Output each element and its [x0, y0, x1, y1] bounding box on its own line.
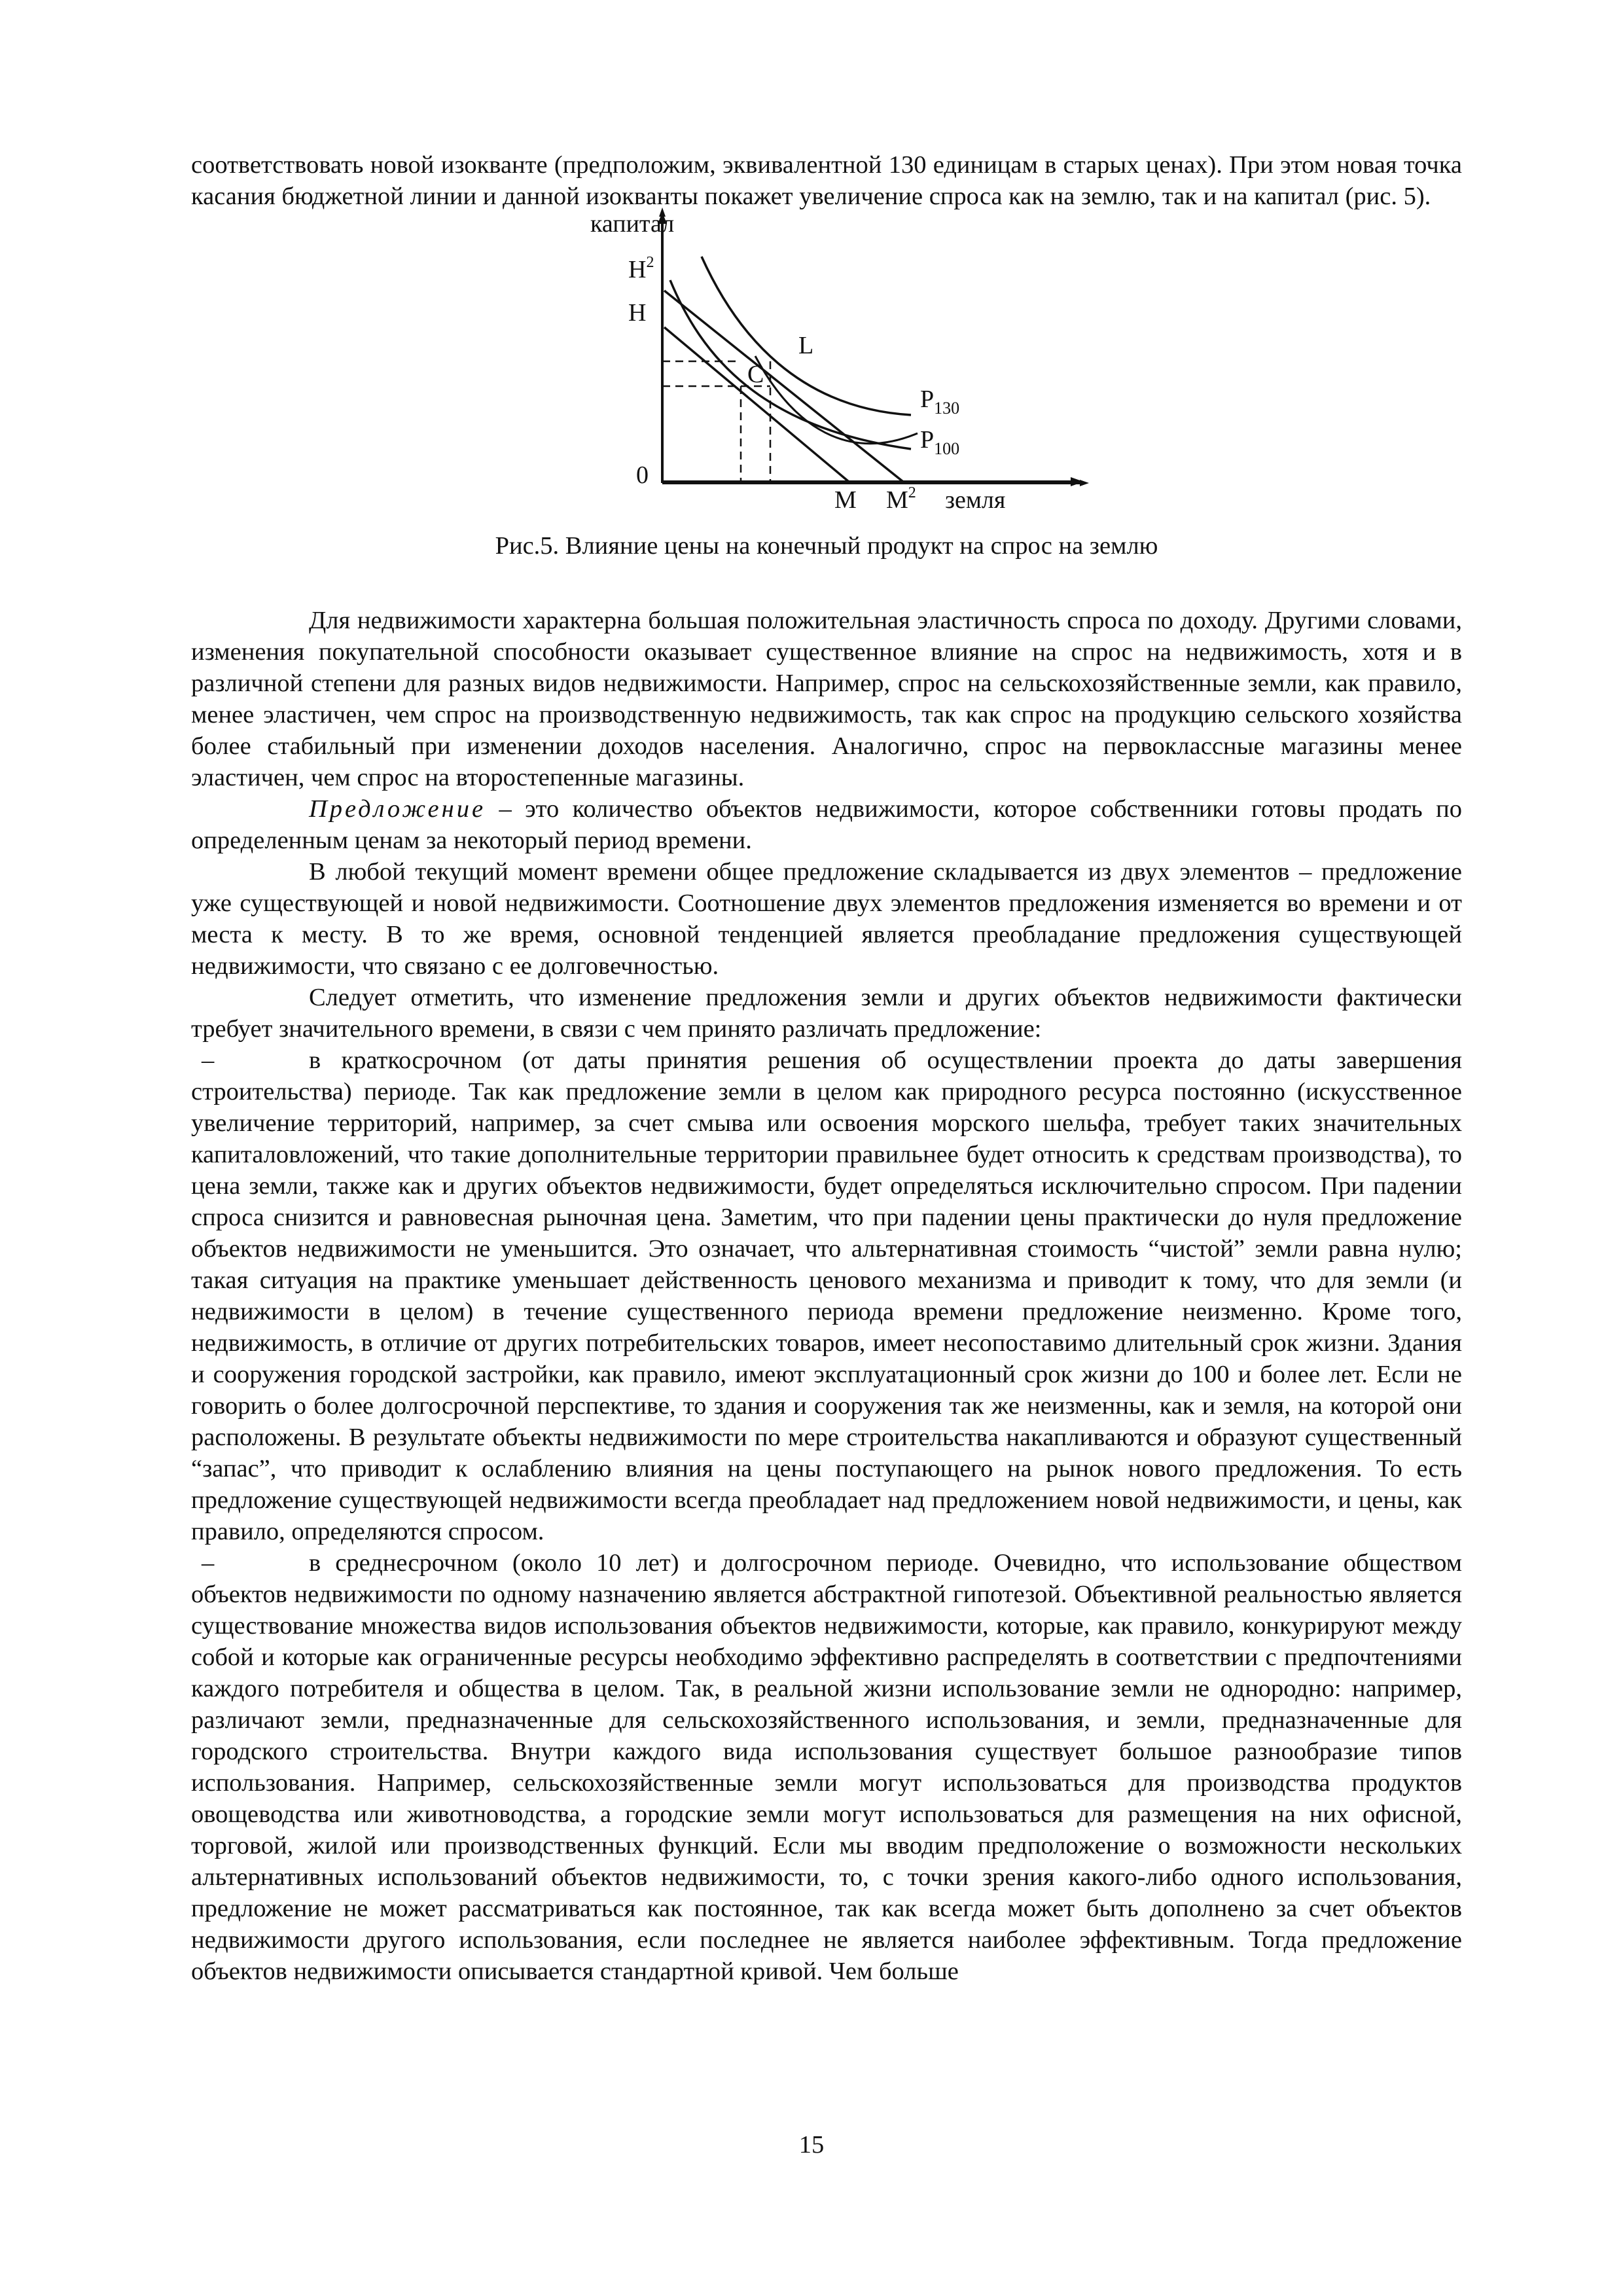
paragraph: Для недвижимости характерна большая положительная эластичность спроса по доходу. Другими словами, изменения покупательной способности оказывает существенное влияние на спрос на недвижимость, хотя и в различной степени для разных видов недвижимости. Например, спрос на сельскохозяйственные земли, как правило, менее эластичен, чем спрос на производственную недвижимость, так как спрос на продукцию сельского хозяйства более стабильный при изменении доходов населения. Аналогично, спрос на первоклассные магазины менее эластичен, чем спрос на второстепенные магазины.: [191, 607, 1462, 791]
list-item: [191, 1547, 1462, 1987]
isoquant-100: [670, 280, 911, 449]
list-item-text: в среднесрочном (около 10 лет) и долгосрочном периоде. Очевидно, что использование обществом объектов недвижимости по одному назначению является абстрактной гипотезой. Объективной реальностью является существование множества видов использования объектов недвижимости, которые, как правило, конкурируют между собой и которые как ограниченные ресурсы необходимо эффективно распределять в соответствии с предпочтениями каждого потребителя и общества в целом. Так, в реальной жизни использование земли не однородно: например, различают земли, предназначенные для сельскохозяйственного использования, и земли, предназначенные для городского строительства. Внутри каждого вида использования существует большое разнообразие типов использования. Например, сельскохозяйственные земли могут использоваться для производства продуктов овощеводства или животноводства, а городские земли могут использоваться для размещения на них офисной, торговой, жилой или производственных функций. Если мы вводим предположение о возможности нескольких альтернативных использований объектов недвижимости, то, с точки зрения какого-либо одного использования, предложение не может рассматриваться как постоянное, так как всегда может быть дополнено за счет объектов недвижимости другого использования, если последнее не является наиболее эффективным. Тогда предложение объектов недвижимости описывается стандартной кривой. Чем больше: [191, 1549, 1462, 1985]
paragraph: Следует отметить, что изменение предложения земли и других объектов недвижимости фактически требует значительного времени, в связи с чем принято различать предложение:: [191, 984, 1462, 1043]
y-axis-label: капитал: [590, 210, 675, 238]
dash-marker: –: [202, 1047, 215, 1074]
label-h2: $H^2$: [628, 254, 654, 283]
paragraph-text: – это количество объектов недвижимости, которое собственники готовы продать по определенным ценам за некоторый период времени.: [191, 795, 1462, 854]
term-supply: Предложение: [309, 795, 486, 823]
label-c: C: [747, 361, 764, 388]
paragraph: В любой текущий момент времени общее предложение складывается из двух элементов – предложение уже существующей и новой недвижимости. Соотношение двух элементов предложения изменяется во времени и от места к месту. В то же время, основной тенденцией является преобладание предложения существующей недвижимости, что связано с ее долговечностью.: [191, 858, 1462, 980]
x-axis-arrow: [1071, 477, 1084, 486]
label-m2: $M^2$: [886, 484, 916, 514]
figure-5: [191, 212, 1462, 520]
figure-caption: Рис.5. Влияние цены на конечный продукт на спрос на землю: [495, 532, 1158, 560]
list-item: [191, 1045, 1462, 1547]
budget-line-h-m: [664, 327, 849, 482]
dash-marker: –: [202, 1549, 215, 1577]
label-p100: $P_{100}$: [920, 426, 960, 458]
page-number: 15: [798, 2131, 825, 2159]
x-axis-label: земля: [945, 486, 1006, 514]
label-l: L: [798, 332, 814, 359]
paragraph: [191, 793, 1462, 856]
page-content: [191, 149, 1462, 1987]
label-origin: 0: [636, 461, 649, 489]
paragraph: соответствовать новой изокванте (предположим, эквивалентной 130 единицам в старых ценах). При этом новая точка касания бюджетной линии и данной изокванты покажет увеличение спроса как на землю, так и на капитал (рис. 5).: [191, 151, 1462, 210]
list-item-text: в краткосрочном (от даты принятия решения об осуществлении проекта до даты завершения строительства) периоде. Так как предложение земли в целом как природного ресурса постоянно (искусственное увеличение территорий, например, за счет смыва или освоения морского шельфа, требует таких значительных капиталовложений, что такие дополнительные территории правильнее будет относить к средствам производства), то цена земли, также как и других объектов недвижимости, будет определяться исключительно спросом. При падении спроса снизится и равновесная рыночная цена. Заметим, что при падении цены практически до нуля предложение объектов недвижимости не уменьшится. Это означает, что альтернативная стоимость “чистой” земли равна нулю; такая ситуация на практике уменьшает действенность ценового механизма и приводит к тому, что для земли (и недвижимости в целом) в течение существенного периода времени предложение неизменно. Кроме того, недвижимость, в отличие от других потребительских товаров, имеет несопоставимо длительный срок жизни. Здания и сооружения городской застройки, как правило, имеют эксплуатационный срок жизни до 100 и более лет. Если не говорить о более долгосрочной перспективе, то здания и сооружения так же неизменны, как и земля, на которой они расположены. В результате объекты недвижимости по мере строительства накапливаются и образуют существенный “запас”, что приводит к ослаблению влияния на цены поступающего на рынок нового предложения. То есть предложение существующей недвижимости всегда преобладает над предложением новой недвижимости, и цены, как правило, определяются спросом.: [191, 1047, 1462, 1545]
label-h: H: [628, 299, 647, 327]
diagram-lines: [590, 210, 1075, 520]
budget-line-h2-m2: [664, 291, 903, 482]
label-m: M: [834, 486, 857, 514]
label-p130: $P_{130}$: [920, 386, 960, 418]
